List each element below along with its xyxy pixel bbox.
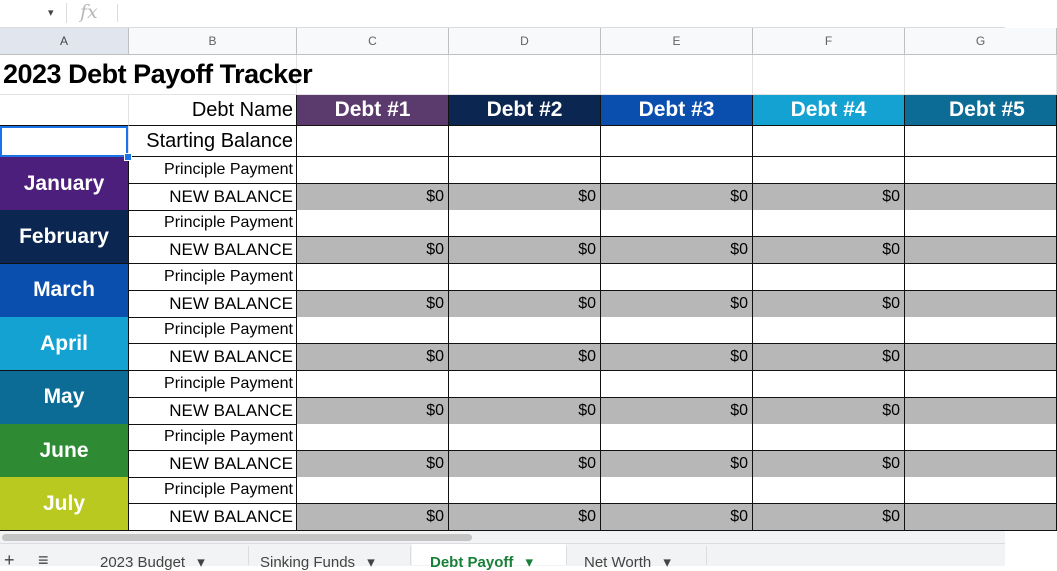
principle-payment-label[interactable]: Principle Payment: [129, 317, 297, 344]
balance-cell[interactable]: $0: [449, 184, 601, 211]
balance-cell[interactable]: [905, 504, 1057, 531]
balance-cell[interactable]: $0: [449, 504, 601, 531]
balance-cell[interactable]: $0: [297, 451, 449, 478]
balance-cell[interactable]: $0: [449, 344, 601, 371]
sheet-tab-label: Net Worth: [584, 554, 652, 571]
payment-cell[interactable]: [297, 264, 449, 291]
payment-cell[interactable]: [753, 477, 905, 504]
formula-bar-divider: [66, 3, 67, 23]
balance-cell[interactable]: [905, 237, 1057, 264]
debt-name-label[interactable]: Debt Name: [129, 95, 297, 126]
sheet-tab-label: Sinking Funds: [260, 554, 356, 571]
empty-cell[interactable]: [297, 55, 449, 95]
balance-cell[interactable]: $0: [601, 398, 753, 425]
month-label[interactable]: May: [0, 371, 129, 425]
sheet-title[interactable]: 2023 Debt Payoff Tracker: [0, 55, 297, 95]
principle-payment-label[interactable]: Principle Payment: [129, 371, 297, 398]
payment-cell[interactable]: [753, 264, 905, 291]
month-label[interactable]: February: [0, 210, 129, 264]
payment-cell[interactable]: [601, 371, 753, 398]
sheet-tab[interactable]: [430, 553, 533, 571]
payment-cell[interactable]: [601, 424, 753, 451]
balance-cell[interactable]: $0: [297, 291, 449, 318]
column-header-f[interactable]: F: [753, 28, 905, 55]
payment-cell[interactable]: [297, 210, 449, 237]
fx-icon: fx: [80, 1, 98, 23]
balance-cell[interactable]: $0: [601, 504, 753, 531]
payment-cell[interactable]: [753, 424, 905, 451]
column-header-e[interactable]: E: [601, 28, 753, 55]
empty-cell[interactable]: [0, 95, 129, 126]
sheet-tab-label: Debt Payoff: [430, 554, 514, 571]
tab-divider: [566, 546, 567, 565]
balance-cell[interactable]: $0: [753, 451, 905, 478]
balance-cell[interactable]: $0: [297, 504, 449, 531]
formula-bar: [0, 0, 1005, 28]
balance-cell[interactable]: $0: [297, 398, 449, 425]
balance-cell[interactable]: $0: [601, 344, 753, 371]
payment-cell[interactable]: [905, 424, 1057, 451]
payment-cell[interactable]: [297, 371, 449, 398]
payment-cell[interactable]: [753, 371, 905, 398]
balance-cell[interactable]: $0: [601, 291, 753, 318]
balance-cell[interactable]: $0: [753, 344, 905, 371]
payment-cell[interactable]: [753, 317, 905, 344]
principle-payment-label[interactable]: Principle Payment: [129, 210, 297, 237]
payment-cell[interactable]: [449, 264, 601, 291]
balance-cell[interactable]: $0: [449, 398, 601, 425]
new-balance-label[interactable]: NEW BALANCE: [129, 237, 297, 264]
payment-cell[interactable]: [449, 210, 601, 237]
fill-handle[interactable]: [124, 153, 132, 161]
principle-payment-label[interactable]: Principle Payment: [129, 424, 297, 451]
balance-cell[interactable]: [905, 398, 1057, 425]
month-label[interactable]: April: [0, 317, 129, 371]
selected-cell-outline: [0, 126, 128, 157]
payment-cell[interactable]: [449, 371, 601, 398]
tab-dropdown-icon[interactable]: ▾: [363, 554, 375, 571]
balance-cell[interactable]: $0: [449, 451, 601, 478]
payment-cell[interactable]: [449, 477, 601, 504]
column-header-d[interactable]: D: [449, 28, 601, 55]
new-balance-label[interactable]: NEW BALANCE: [129, 451, 297, 478]
name-box-dropdown-icon[interactable]: ▾: [48, 7, 54, 19]
starting-balance-cell[interactable]: [905, 126, 1057, 157]
payment-cell[interactable]: [905, 157, 1057, 184]
balance-cell[interactable]: $0: [601, 451, 753, 478]
balance-cell[interactable]: $0: [601, 237, 753, 264]
empty-cell[interactable]: [753, 55, 905, 95]
balance-cell[interactable]: [905, 291, 1057, 318]
balance-cell[interactable]: $0: [753, 504, 905, 531]
horizontal-scrollbar-thumb[interactable]: [2, 534, 472, 541]
empty-cell[interactable]: [905, 55, 1057, 95]
column-header-g[interactable]: G: [905, 28, 1057, 55]
debt-header[interactable]: Debt #1: [297, 95, 449, 126]
sheet-tab[interactable]: [260, 553, 375, 571]
payment-cell[interactable]: [297, 424, 449, 451]
balance-cell[interactable]: $0: [753, 237, 905, 264]
balance-cell[interactable]: $0: [753, 184, 905, 211]
starting-balance-label[interactable]: Starting Balance: [129, 126, 297, 157]
balance-cell[interactable]: $0: [449, 291, 601, 318]
balance-cell[interactable]: [905, 344, 1057, 371]
balance-cell[interactable]: $0: [449, 237, 601, 264]
payment-cell[interactable]: [601, 210, 753, 237]
debt-header[interactable]: Debt #3: [601, 95, 753, 126]
payment-cell[interactable]: [905, 264, 1057, 291]
sheet-tab-label: 2023 Budget: [100, 554, 186, 571]
payment-cell[interactable]: [905, 210, 1057, 237]
month-label[interactable]: March: [0, 264, 129, 318]
formula-bar-divider: [117, 4, 118, 22]
payment-cell[interactable]: [297, 477, 449, 504]
payment-cell[interactable]: [601, 317, 753, 344]
add-sheet-icon[interactable]: +: [4, 550, 15, 570]
starting-balance-cell[interactable]: [449, 126, 601, 157]
payment-cell[interactable]: [601, 264, 753, 291]
payment-cell[interactable]: [905, 371, 1057, 398]
payment-cell[interactable]: [905, 477, 1057, 504]
principle-payment-label[interactable]: Principle Payment: [129, 157, 297, 184]
debt-header[interactable]: Debt #2: [449, 95, 601, 126]
balance-cell[interactable]: $0: [753, 398, 905, 425]
payment-cell[interactable]: [449, 317, 601, 344]
payment-cell[interactable]: [905, 317, 1057, 344]
tab-divider: [706, 546, 707, 565]
column-header-b[interactable]: B: [129, 28, 297, 55]
new-balance-label[interactable]: NEW BALANCE: [129, 344, 297, 371]
all-sheets-icon[interactable]: ≡: [38, 550, 49, 570]
column-header-c[interactable]: C: [297, 28, 449, 55]
tab-dropdown-icon[interactable]: ▾: [193, 554, 205, 571]
tab-divider: [410, 546, 411, 565]
debt-header[interactable]: Debt #5: [905, 95, 1057, 126]
starting-balance-cell[interactable]: [297, 126, 449, 157]
new-balance-label[interactable]: NEW BALANCE: [129, 184, 297, 211]
debt-header[interactable]: Debt #4: [753, 95, 905, 126]
starting-balance-cell[interactable]: [753, 126, 905, 157]
empty-cell[interactable]: [449, 55, 601, 95]
balance-cell[interactable]: $0: [297, 184, 449, 211]
new-balance-label[interactable]: NEW BALANCE: [129, 291, 297, 318]
payment-cell[interactable]: [297, 157, 449, 184]
principle-payment-label[interactable]: Principle Payment: [129, 264, 297, 291]
payment-cell[interactable]: [601, 157, 753, 184]
new-balance-label[interactable]: NEW BALANCE: [129, 398, 297, 425]
empty-cell[interactable]: [601, 55, 753, 95]
sheet-tab[interactable]: [100, 553, 205, 571]
payment-cell[interactable]: [601, 477, 753, 504]
month-label[interactable]: June: [0, 424, 129, 478]
payment-cell[interactable]: [753, 157, 905, 184]
payment-cell[interactable]: [449, 157, 601, 184]
balance-cell[interactable]: [905, 184, 1057, 211]
month-label[interactable]: July: [0, 477, 129, 531]
tab-dropdown-icon[interactable]: ▾: [521, 554, 534, 571]
column-header-a[interactable]: A: [0, 28, 129, 55]
balance-cell[interactable]: [905, 451, 1057, 478]
principle-payment-label[interactable]: Principle Payment: [129, 477, 297, 504]
month-label[interactable]: January: [0, 157, 129, 211]
balance-cell[interactable]: $0: [753, 291, 905, 318]
payment-cell[interactable]: [297, 317, 449, 344]
tab-divider: [248, 546, 249, 565]
starting-balance-cell[interactable]: [601, 126, 753, 157]
balance-cell[interactable]: $0: [297, 344, 449, 371]
sheet-tab[interactable]: [584, 553, 671, 571]
payment-cell[interactable]: [753, 210, 905, 237]
tab-dropdown-icon[interactable]: ▾: [659, 554, 671, 571]
new-balance-label[interactable]: NEW BALANCE: [129, 504, 297, 531]
balance-cell[interactable]: $0: [601, 184, 753, 211]
payment-cell[interactable]: [449, 424, 601, 451]
balance-cell[interactable]: $0: [297, 237, 449, 264]
